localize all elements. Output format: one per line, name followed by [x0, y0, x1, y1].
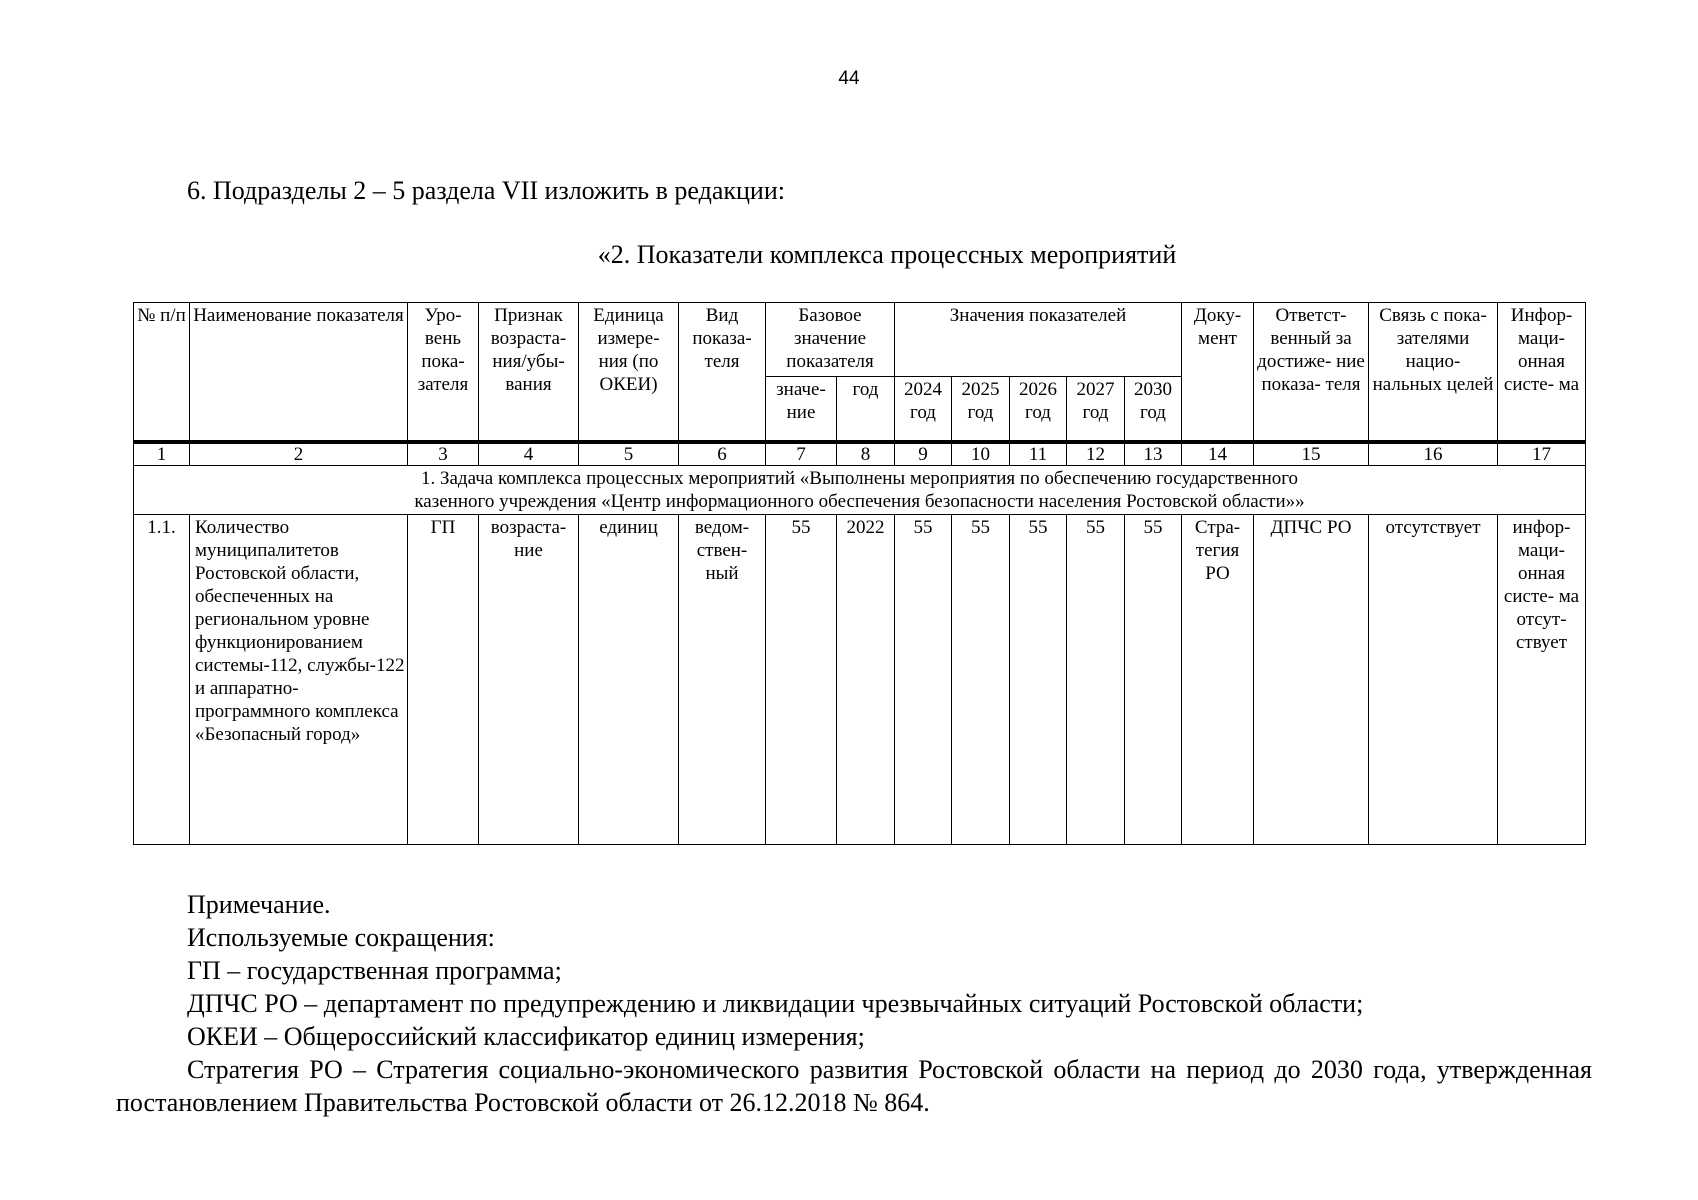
task-line-1: 1. Задача комплекса процессных мероприятий «Выполнены мероприятия по обеспечению государственного — [420, 467, 1299, 489]
header-year-2030: 2030 год — [1125, 377, 1182, 442]
column-number: 11 — [1010, 442, 1067, 466]
column-number: 13 — [1125, 442, 1182, 466]
column-number: 15 — [1254, 442, 1369, 466]
header-document: Доку- мент — [1182, 303, 1254, 442]
row-base-value: 55 — [766, 514, 837, 844]
header-name: Наименование показателя — [190, 303, 408, 442]
column-number: 3 — [408, 442, 479, 466]
header-level: Уро- вень пока- зателя — [408, 303, 479, 442]
header-num: № п/п — [134, 303, 190, 442]
row-trend: возраста- ние — [479, 514, 579, 844]
row-name: Количество муниципалитетов Ростовской области, обеспеченных на региональном уровне функционированием системы-112, службы-122 и аппаратно-программного комплекса «Безопасный город» — [190, 514, 408, 844]
column-number: 2 — [190, 442, 408, 466]
header-year-2025: 2025 год — [952, 377, 1010, 442]
column-number: 5 — [579, 442, 679, 466]
row-value-2024: 55 — [895, 514, 952, 844]
header-values: Значения показателей — [895, 303, 1182, 377]
table-row — [134, 514, 1586, 844]
column-number: 10 — [952, 442, 1010, 466]
row-num: 1.1. — [134, 514, 190, 844]
header-base-year: год — [837, 377, 895, 442]
header-responsible: Ответст- венный за достиже- ние показа- теля — [1254, 303, 1369, 442]
task-row — [134, 465, 1586, 514]
column-number: 14 — [1182, 442, 1254, 466]
column-number: 12 — [1067, 442, 1125, 466]
row-infosys: инфор- маци- онная систе- ма отсут- ствует — [1498, 514, 1586, 844]
header-unit: Единица измере- ния (по ОКЕИ) — [579, 303, 679, 442]
column-number: 7 — [766, 442, 837, 466]
notes-subtitle: Используемые сокращения: — [187, 923, 495, 952]
row-value-2027: 55 — [1067, 514, 1125, 844]
row-responsible: ДПЧС РО — [1254, 514, 1369, 844]
header-year-2027: 2027 год — [1067, 377, 1125, 442]
column-number: 1 — [134, 442, 190, 466]
header-row — [134, 303, 1586, 377]
column-number-row — [134, 442, 1586, 466]
header-year-2026: 2026 год — [1010, 377, 1067, 442]
page-number: 44 — [838, 68, 860, 89]
abbreviation-item-strategy: Стратегия РО – Стратегия социально-экономического развития Ростовской области на период до 2030 года, утвержденная постановлением Правительства Ростовской области от 26.12.2018 № 864. — [116, 1055, 1592, 1117]
column-number: 8 — [837, 442, 895, 466]
header-type: Вид показа- теля — [679, 303, 766, 442]
row-value-2030: 55 — [1125, 514, 1182, 844]
column-number: 9 — [895, 442, 952, 466]
row-unit: единиц — [579, 514, 679, 844]
indicators-table — [133, 302, 1586, 845]
amendment-intro: 6. Подразделы 2 – 5 раздела VII изложить в редакции: — [187, 176, 785, 205]
row-value-2025: 55 — [952, 514, 1010, 844]
column-number: 16 — [1369, 442, 1498, 466]
task-line-2: казенного учреждения «Центр информационного обеспечения безопасности населения Ростовской области»» — [414, 490, 1305, 512]
row-link: отсутствует — [1369, 514, 1498, 844]
notes-section — [116, 888, 1592, 1119]
column-number: 17 — [1498, 442, 1586, 466]
abbreviation-item: ДПЧС РО – департамент по предупреждению и ликвидации чрезвычайных ситуаций Ростовской области; — [187, 989, 1364, 1018]
row-document: Стра- тегия РО — [1182, 514, 1254, 844]
row-type: ведом- ствен- ный — [679, 514, 766, 844]
header-infosys: Инфор- маци- онная систе- ма — [1498, 303, 1586, 442]
abbreviation-item: ОКЕИ – Общероссийский классификатор единиц измерения; — [187, 1022, 865, 1051]
column-number: 6 — [679, 442, 766, 466]
row-level: ГП — [408, 514, 479, 844]
task-cell — [134, 465, 1586, 514]
header-base-value: значе- ние — [766, 377, 837, 442]
notes-title: Примечание. — [187, 890, 331, 919]
row-value-2026: 55 — [1010, 514, 1067, 844]
header-year-2024: 2024 год — [895, 377, 952, 442]
abbreviation-item: ГП – государственная программа; — [187, 956, 562, 985]
column-number: 4 — [479, 442, 579, 466]
row-base-year: 2022 — [837, 514, 895, 844]
table-title: «2. Показатели комплекса процессных мероприятий — [597, 240, 1177, 269]
header-base: Базовое значение показателя — [766, 303, 895, 377]
header-link: Связь с пока- зателями нацио- нальных целей — [1369, 303, 1498, 442]
header-trend: Признак возраста- ния/убы- вания — [479, 303, 579, 442]
